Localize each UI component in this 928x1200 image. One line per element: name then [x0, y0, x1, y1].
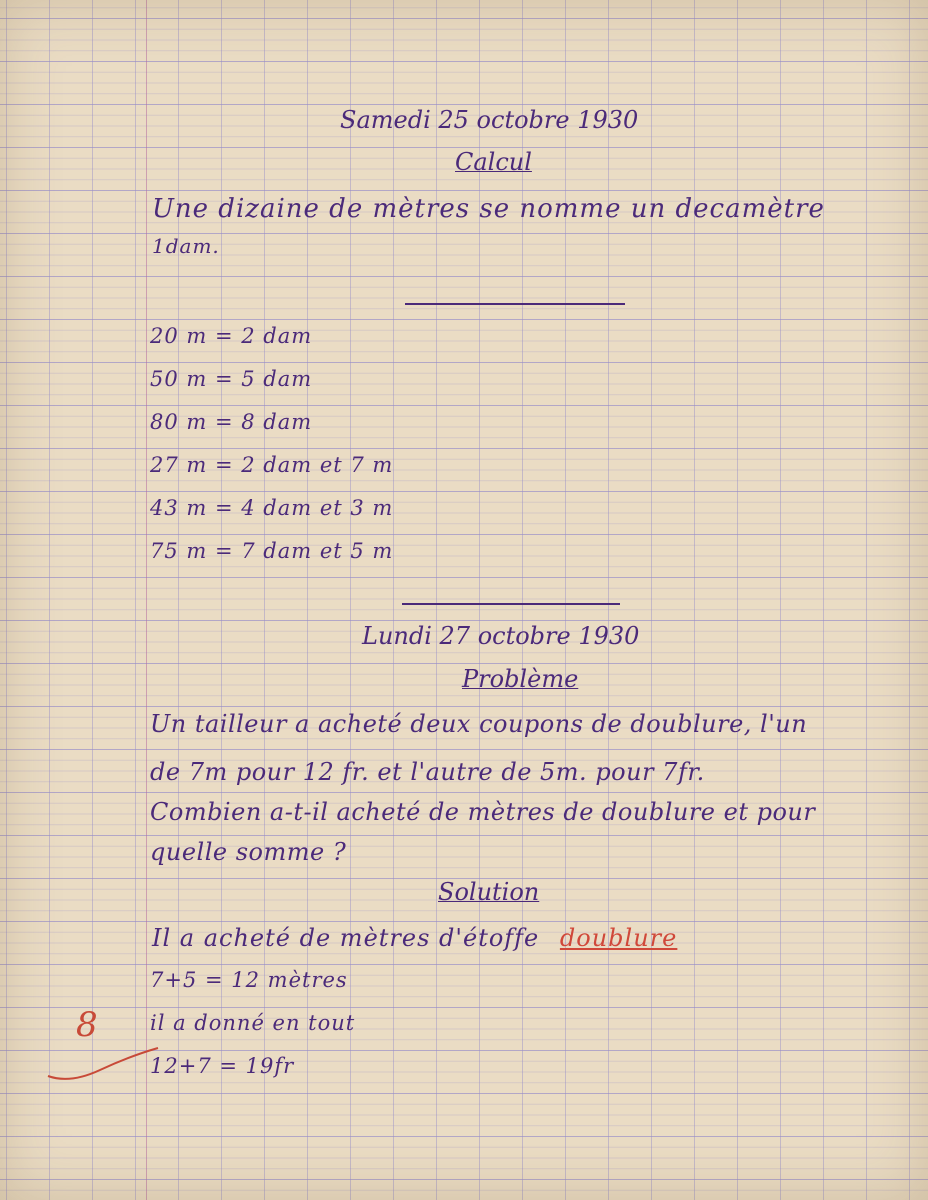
- solution-title: Solution: [438, 878, 540, 906]
- section-divider: [402, 603, 620, 605]
- problem-line: Combien a-t-il acheté de mètres de doublure et pour: [150, 798, 816, 826]
- section-divider: [405, 303, 625, 305]
- solution-text: Il a acheté de mètres d'étoffe: [152, 924, 540, 952]
- solution-calc2: 12+7 = 19fr: [150, 1054, 295, 1078]
- conversion-row: 80 m = 8 dam: [150, 410, 313, 434]
- lesson1-subject: Calcul: [455, 148, 532, 176]
- margin-line: [146, 0, 147, 1200]
- lesson2-subject: Problème: [462, 665, 579, 693]
- conversion-row: 20 m = 2 dam: [150, 324, 313, 348]
- problem-line: Un tailleur a acheté deux coupons de doublure, l'un: [150, 710, 808, 738]
- solution-text2: il a donné en tout: [150, 1011, 356, 1035]
- lesson2-date: Lundi 27 octobre 1930: [362, 622, 640, 650]
- teacher-correction: doublure: [559, 924, 678, 952]
- problem-line: de 7m pour 12 fr. et l'autre de 5m. pour 7fr.: [150, 758, 705, 786]
- problem-line: quelle somme ?: [150, 838, 347, 866]
- conversion-row: 43 m = 4 dam et 3 m: [150, 496, 394, 520]
- conversion-row: 75 m = 7 dam et 5 m: [150, 539, 394, 563]
- lesson1-definition-line1: Une dizaine de mètres se nomme un decamètre: [152, 194, 825, 224]
- solution-line1: [152, 926, 677, 950]
- grade-mark: 8: [76, 1005, 98, 1045]
- lesson1-definition-line2: 1dam.: [152, 234, 220, 258]
- solution-calc1: 7+5 = 12 mètres: [150, 968, 348, 992]
- grade-tick-icon: [40, 1040, 170, 1090]
- lesson1-date: Samedi 25 octobre 1930: [340, 106, 639, 134]
- conversion-row: 27 m = 2 dam et 7 m: [150, 453, 394, 477]
- conversion-row: 50 m = 5 dam: [150, 367, 313, 391]
